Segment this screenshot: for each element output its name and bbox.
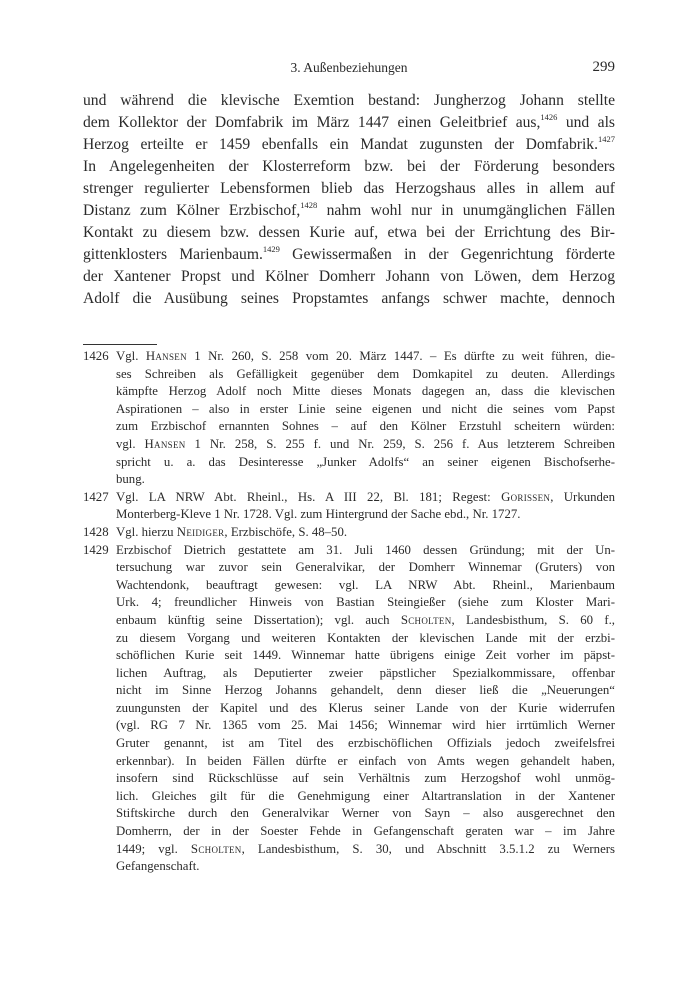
footnote-reference[interactable]: 1426 <box>540 112 558 122</box>
footnote-line: (vgl. RG 7 Nr. 1365 vom 25. Mai 1456; Winnemar wird hier irrtümlich Werner <box>116 718 615 733</box>
footnote-line: Erzbischof Dietrich gestattete am 31. Juli 1460 dessen Gründung; mit der Un- <box>116 542 615 557</box>
body-text <box>83 90 615 310</box>
body-line <box>83 244 615 266</box>
footnote-line: Domherrn, der in der Soester Fehde in Gefangenschaft geraten war – im Jahre <box>116 824 615 839</box>
footnote-line: Gruter genannt, ist am Titel des erzbischöflichen Offizials jedoch zweifelsfrei <box>116 736 615 751</box>
body-text-segment: Distanz zum Kölner Erzbischof, <box>83 202 301 219</box>
footnotes <box>83 348 615 876</box>
footnote-separator <box>83 344 157 345</box>
body-text-segment: gittenklosters Marienbaum. <box>83 246 263 263</box>
footnote-line: Gefangenschaft. <box>116 859 200 874</box>
footnote-reference[interactable]: 1429 <box>262 244 280 254</box>
footnote-line: 1449; vgl. Scholten, Landesbisthum, S. 30, und Abschnitt 3.5.1.2 zu Werners <box>116 841 615 856</box>
author-name: Scholten <box>400 612 452 627</box>
body-line <box>83 200 615 222</box>
body-text-segment: und als <box>557 114 615 131</box>
author-name: Gorissen <box>501 489 551 504</box>
footnote-line: Vgl. LA NRW Abt. Rheinl., Hs. A III 22, Bl. 181; Regest: Gorissen, Urkunden <box>116 489 615 504</box>
body-line <box>83 222 615 244</box>
author-name: Hansen <box>144 436 186 451</box>
page-header <box>83 60 615 80</box>
footnote-line: lichen Auftrag, als Deputierter zweier päpstlicher Spezialkommissare, offenbar <box>116 665 615 680</box>
body-text-segment: nahm wohl nur in unumgänglichen Fällen <box>317 202 615 219</box>
footnote-line: kämpfte Herzog Adolf noch Mitte dieses Monats dagegen an, dass die klevischen <box>116 384 615 399</box>
footnote-1427 <box>83 489 615 524</box>
footnote-line: Monterberg-Kleve 1 Nr. 1728. Vgl. zum Hintergrund der Sache ebd., Nr. 1727. <box>116 507 521 522</box>
footnote-number: 1429 <box>83 542 109 557</box>
body-text-segment: In Angelegenheiten der Klosterreform bzw. bei der Förderung besonders <box>83 158 615 175</box>
footnote-line: Wachtendonk, beauftragt gewesen: vgl. LA NRW Abt. Rheinl., Marienbaum <box>116 577 615 592</box>
author-name: Hansen <box>145 349 187 363</box>
footnote-number: 1427 <box>83 489 109 504</box>
page-number: 299 <box>592 59 615 75</box>
footnote-line: zuungunsten der Kapitel und des Klerus seiner Lande von der Kurie widerrufen <box>116 700 615 715</box>
body-text-segment: und während die klevische Exemtion bestand: Jungherzog Johann stellte <box>83 92 615 109</box>
author-name: Scholten <box>190 841 242 856</box>
footnote-line: erkennbar). In beiden Fällen dürfte er einfach von Amts wegen gehandelt haben, <box>116 753 615 768</box>
body-line <box>83 288 615 310</box>
footnote-line: nicht im Sinne Herzog Johanns gehandelt, denn dieser ließ die „Neuerungen“ <box>116 683 615 698</box>
body-text-segment: der Xantener Propst und Kölner Domherr Johann von Löwen, dem Herzog <box>83 268 615 285</box>
footnote-line: Vgl. Hansen 1 Nr. 260, S. 258 vom 20. März 1447. – Es dürfte zu weit führen, die- <box>116 349 615 363</box>
footnote-line: bung. <box>116 472 145 487</box>
author-name: Neidiger <box>176 524 225 539</box>
footnote-line: spricht u. a. das Desinteresse „Junker Adolfs“ an seiner eigenen Bischofserhe- <box>116 454 615 469</box>
body-line <box>83 266 615 288</box>
body-line <box>83 178 615 200</box>
footnote-reference[interactable]: 1428 <box>300 200 318 210</box>
body-line <box>83 134 615 156</box>
footnote-line: Aspirationen – also in erster Linie seine eigenen und nicht die seines vom Papst <box>116 401 615 416</box>
footnote-1426 <box>83 348 615 489</box>
body-text-segment: dem Kollektor der Domfabrik im März 1447 einen Geleitbrief aus, <box>83 114 541 131</box>
body-text-segment: Herzog erteilte er 1459 ebenfalls ein Mandat zugunsten der Domfabrik. <box>83 136 598 153</box>
body-line <box>83 112 615 134</box>
footnote-number: 1426 <box>83 349 109 363</box>
body-line <box>83 90 615 112</box>
footnote-line: vgl. Hansen 1 Nr. 258, S. 255 f. und Nr. 259, S. 256 f. Aus letzterem Schreiben <box>116 436 615 451</box>
footnote-line: Vgl. hierzu Neidiger, Erzbischöfe, S. 48–50. <box>116 524 348 539</box>
footnote-line: Stiftskirche durch den Generalvikar Werner von Sayn – also ausgerechnet den <box>116 806 615 821</box>
footnote-1428 <box>83 524 615 542</box>
footnote-reference[interactable]: 1427 <box>598 134 615 144</box>
body-text-segment: strenger regulierter Lebensformen blieb das Herzogshaus alles in allem auf <box>83 180 615 197</box>
body-text-segment: Gewissermaßen in der Gegenrichtung förderte <box>279 246 615 263</box>
footnote-line: enbaum künftig seine Dissertation); vgl. auch Scholten, Landesbisthum, S. 60 f., <box>116 612 615 627</box>
footnote-number: 1428 <box>83 524 109 539</box>
footnote-line: schöflichen Kurie seit 1449. Winnemar hatte übrigens einige Zeit vorher im päpst- <box>116 648 615 663</box>
body-line <box>83 156 615 178</box>
footnote-line: Urk. 4; freundlicher Hinweis von Bastian Steingießer (siehe zum Kloster Mari- <box>116 595 615 610</box>
running-head: 3. Außenbeziehungen <box>290 60 408 75</box>
footnote-line: insofern sind Rückschlüsse auf sein Verhältnis zum Herzogshof wohl unmög- <box>116 771 615 786</box>
footnote-line: zum Erzbischof ernannten Sohnes – auf den Kölner Erzstuhl scheitern würden: <box>116 419 615 434</box>
footnote-line: ses Schreiben als Gefälligkeit gegenüber dem Domkapitel zu deuten. Allerdings <box>116 366 615 381</box>
body-text-segment: Kontakt zu diesem bzw. dessen Kurie auf, etwa bei der Errichtung des Bir- <box>83 224 615 241</box>
footnote-line: zu diesem Vorgang und weiteren Kontakten der klevischen Lande mit der erzbi- <box>116 630 615 645</box>
footnote-line: tersuchung war zuvor sein Generalvikar, der Domherr Winnemar (Gruters) von <box>116 560 615 575</box>
footnote-line: lich. Gleiches gilt für die Genehmigung einer Altartranslation in der Xantener <box>116 788 615 803</box>
footnote-1429 <box>83 542 615 876</box>
body-text-segment: Adolf die Ausübung seines Propstamtes anfangs schwer machte, dennoch <box>83 290 615 307</box>
